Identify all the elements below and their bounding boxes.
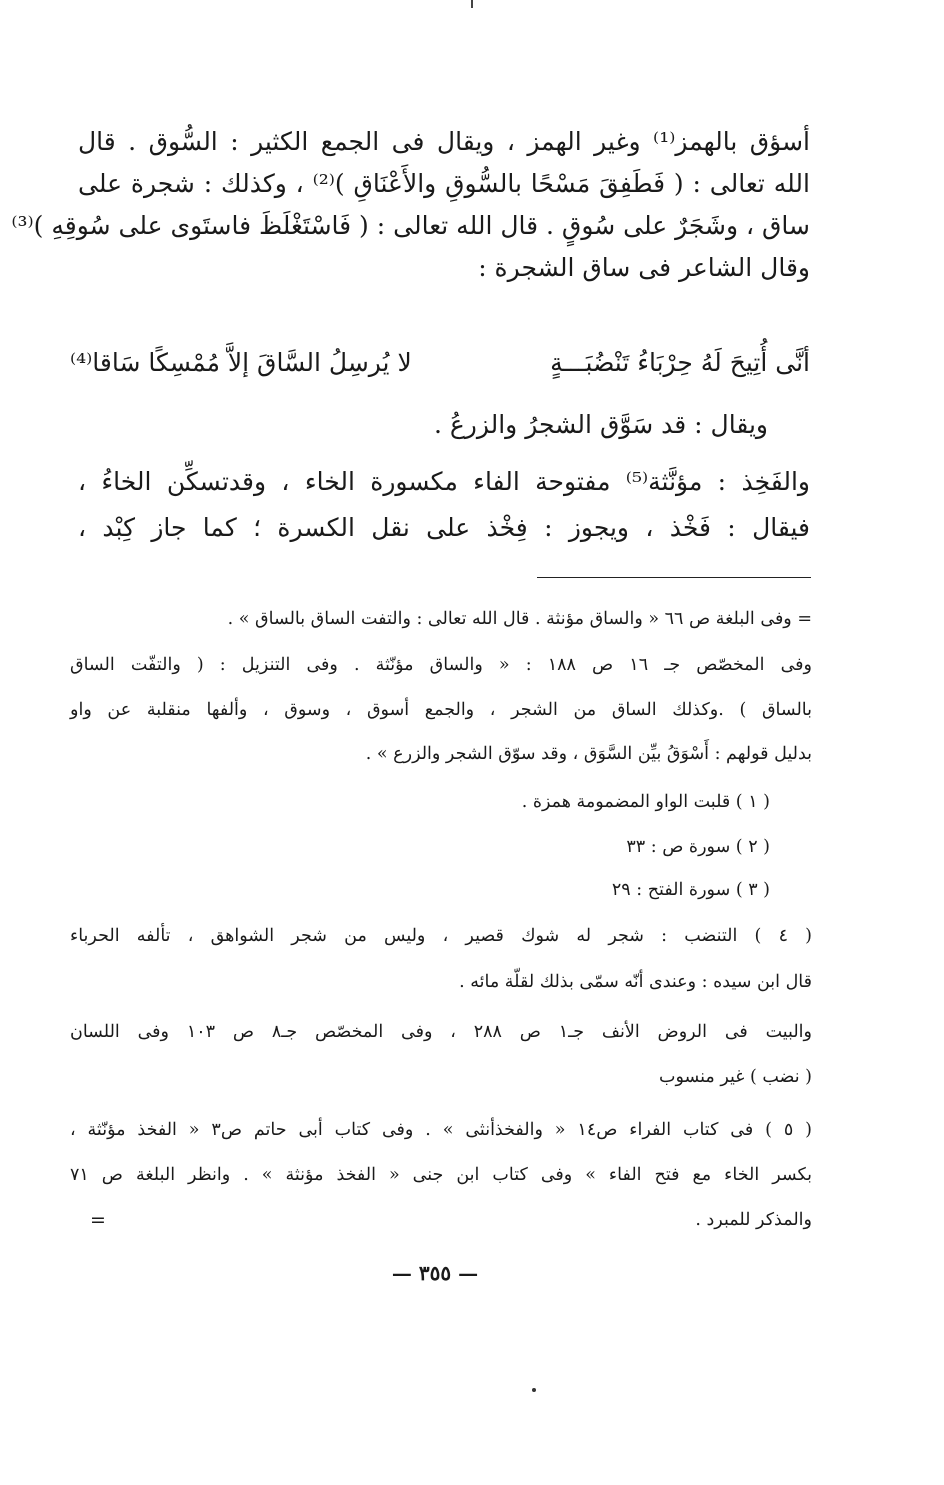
footnote-mukhassas-line-2: بالساق ) .وكذلك الساق من الشجر ، والجمع أسوق ، وسوق ، وألفها منقلبة عن واو (70, 700, 812, 720)
scan-speck-bottom (532, 1388, 536, 1392)
footnote-2: ( ٢ ) سورة ص : ٣٣ (626, 837, 770, 857)
footnote-3: ( ٣ ) سورة الفتح : ٢٩ (611, 880, 770, 900)
verse-first-hemistich: أنَّى أُتِيحَ لَهُ حِرْبَاءُ تَنْضُبَـــةٍ (550, 348, 810, 377)
body-line-5: ويقال : قد سَوَّق الشجرُ والزرعُ . (433, 410, 768, 439)
main-text-continued (78, 462, 810, 552)
body-line-2: الله تعالى : ( فَطَفِقَ مَسْحًا بالسُّوقِ والأَعْنَاقِ )⁽²⁾ ، وكذلك : شجرة على (78, 169, 810, 198)
footnote-mukhassas-line-3: بدليل قولهم : أَسْوَقُ بيِّن السَّوَق ، وقد سوّق الشجر والزرع » . (365, 744, 812, 764)
continued-marker: = (90, 1209, 106, 1231)
footnote-5-line-3: والمذكر للمبرد . (695, 1210, 812, 1230)
footnote-5-line-1: ( ٥ ) فى كتاب الفراء ص١٤ « والفخذأنثى » . وفى كتاب أبى حاتم ص٣ « الفخذ مؤنّثة ، (70, 1120, 813, 1140)
body-line-6: والفَخِذ : مؤنَّثة⁽⁵⁾ مفتوحة الفاء مكسورة الخاء ، وقدتسكِّن الخاءُ ، (78, 467, 810, 496)
poetry-verse (70, 338, 810, 388)
body-line-3: ساق ، وشَجَرٌ على سُوقٍ . قال الله تعالى : ( فَاسْتَغْلَظَ فاستَوى على سُوقِهِ )⁽³⁾ (11, 211, 810, 240)
footnote-4-line-1: ( ٤ ) التنضب : شجر له شوك قصير ، وليس من شجر الشواهق ، تألفه الحرباء (70, 926, 813, 946)
scan-speck-top (471, 0, 473, 8)
main-text (11, 122, 810, 292)
footnote-1: ( ١ ) قلبت الواو المضمومة همزة . (521, 792, 770, 812)
footnote-verse-source-line-2: ( نضب ) غير منسوب (658, 1067, 812, 1087)
footnote-mukhassas-line-1: وفى المخصّص جـ ١٦ ص ١٨٨ : « والساق مؤنّثة . وفى التنزيل : ( والتفّت الساق (70, 655, 812, 675)
footnote-continuation: = وفى البلغة ص ٦٦ « والساق مؤنثة . قال الله تعالى : والتفت الساق بالساق » . (227, 609, 812, 629)
body-line-7: فيقال : فَخْذ ، ويجوز : فِخْذ على نقل الكسرة ؛ كما جاز كِبْد ، (78, 513, 810, 542)
footnote-separator (537, 577, 811, 578)
main-text-after-verse (78, 405, 768, 447)
body-line-4: وقال الشاعر فى ساق الشجرة : (478, 253, 810, 282)
footnote-4-line-2: قال ابن سيده : وعندى أنّه سمّى بذلك لقلّة مائه . (459, 972, 812, 992)
verse-second-hemistich: لا يُرسِلُ السَّاقَ إلاَّ مُمْسِكًا سَاقا⁽⁴⁾ (70, 348, 412, 377)
footnote-verse-source-line-1: والبيت فى الروض الأنف جـ١ ص ٢٨٨ ، وفى المخصّص جـ٨ ص ١٠٣ وفى اللسان (70, 1022, 812, 1042)
footnote-5-line-2: بكسر الخاء مع فتح الفاء » وفى كتاب ابن جنى « الفخذ مؤنثة » . وانظر البلغة ص ٧١ (70, 1165, 812, 1185)
body-line-1: أسؤق بالهمز⁽¹⁾ وغير الهمز ، ويقال فى الجمع الكثير : السُّوق . قال (78, 127, 810, 156)
page-number: — ٣٥٥ — (391, 1261, 479, 1285)
